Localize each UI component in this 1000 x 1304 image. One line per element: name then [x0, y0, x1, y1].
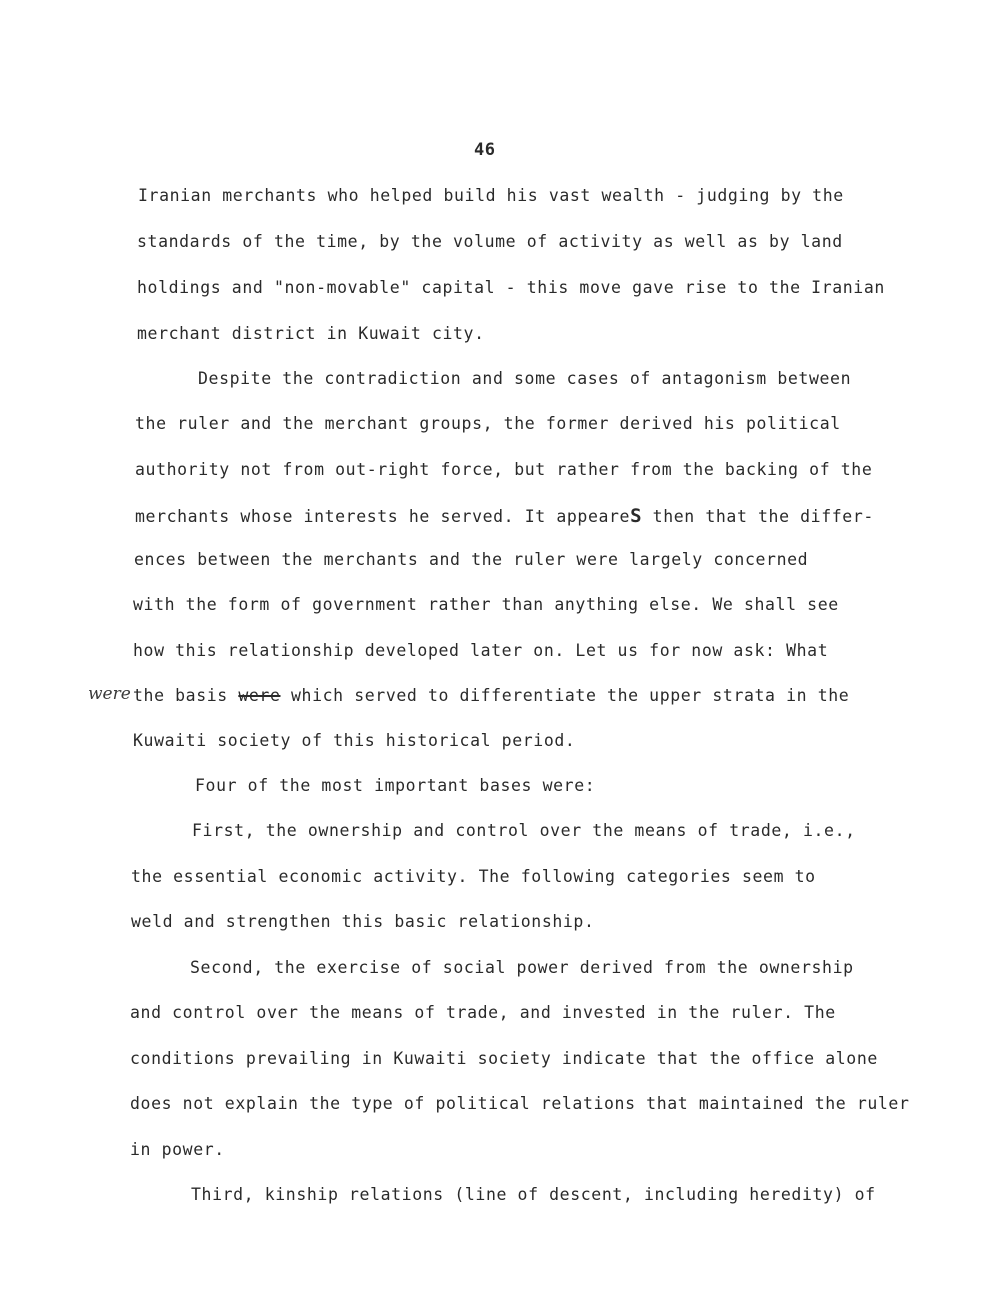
text-line: Kuwaiti society of this historical period.: [133, 731, 576, 750]
overtyped-correction: S: [630, 505, 643, 527]
text-line: holdings and "non-movable" capital - this move gave rise to the Iranian: [137, 278, 885, 297]
text-line: [133, 686, 849, 705]
text-segment: then that the differ-: [642, 507, 874, 526]
text-segment: the basis: [133, 686, 239, 705]
text-line: merchant district in Kuwait city.: [137, 324, 485, 343]
text-line: how this relationship developed later on. Let us for now ask: What: [133, 641, 829, 660]
handwritten-margin-note: were: [88, 684, 131, 704]
text-line: conditions prevailing in Kuwaiti society indicate that the office alone: [130, 1049, 878, 1068]
text-line: weld and strengthen this basic relationship.: [131, 912, 595, 931]
text-segment: which served to differentiate the upper strata in the: [280, 686, 850, 705]
struck-out-word: were: [238, 686, 281, 705]
text-line: authority not from out-right force, but rather from the backing of the: [135, 460, 873, 479]
text-line: Four of the most important bases were:: [195, 776, 596, 795]
text-line: First, the ownership and control over the means of trade, i.e.,: [192, 821, 856, 840]
text-line: Second, the exercise of social power derived from the ownership: [190, 958, 854, 977]
text-line: [135, 505, 874, 527]
text-line: the essential economic activity. The following categories seem to: [131, 867, 816, 886]
text-segment: merchants whose interests he served. It appeare: [135, 507, 631, 526]
text-line: and control over the means of trade, and invested in the ruler. The: [130, 1003, 836, 1022]
text-line: standards of the time, by the volume of activity as well as by land: [137, 232, 843, 251]
text-line: the ruler and the merchant groups, the former derived his political: [135, 414, 841, 433]
text-line: in power.: [130, 1140, 225, 1159]
text-line: Third, kinship relations (line of descent, including heredity) of: [191, 1185, 876, 1204]
page-number: 46: [474, 140, 496, 160]
text-line: Iranian merchants who helped build his vast wealth - judging by the: [138, 186, 844, 205]
text-line: Despite the contradiction and some cases of antagonism between: [198, 369, 852, 388]
text-line: ences between the merchants and the ruler were largely concerned: [134, 550, 809, 569]
text-line: with the form of government rather than anything else. We shall see: [133, 595, 839, 614]
text-line: does not explain the type of political relations that maintained the ruler: [130, 1094, 910, 1113]
